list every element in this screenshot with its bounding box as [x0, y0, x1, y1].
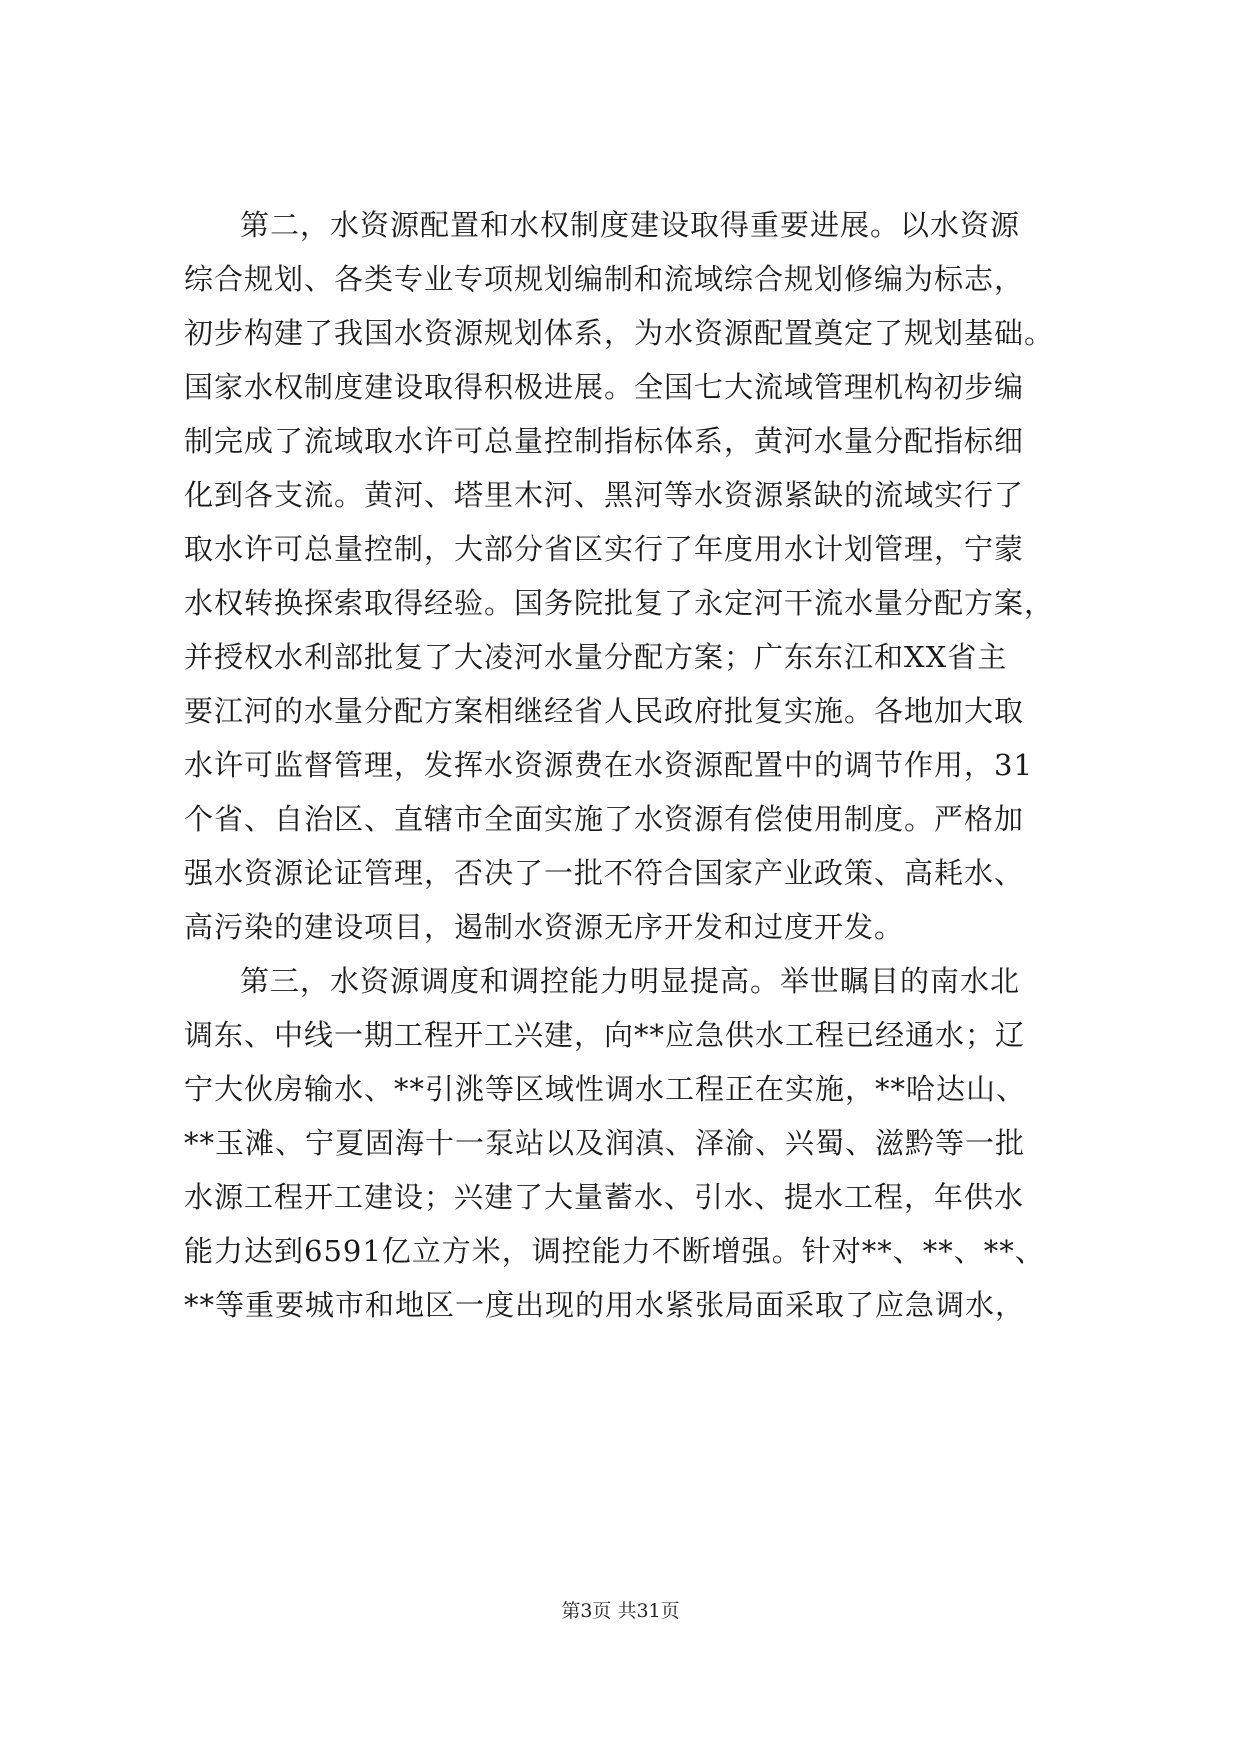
paragraph-2-line-4: **玉滩、宁夏固海十一泵站以及润滇、泽渝、兴蜀、滋黔等一批	[184, 1126, 1026, 1160]
paragraph-2-line-1: 第三，水资源调度和调控能力明显提高。举世瞩目的南水北	[240, 964, 1021, 998]
paragraph-1-line-13: 强水资源论证管理，否决了一批不符合国家产业政策、高耗水、	[184, 856, 1025, 890]
paragraph-1-line-1: 第二，水资源配置和水权制度建设取得重要进展。以水资源	[240, 208, 1021, 242]
paragraph-1-line-3: 初步构建了我国水资源规划体系，为水资源配置奠定了规划基础。	[184, 316, 1055, 350]
paragraph-1-line-6: 化到各支流。黄河、塔里木河、黑河等水资源紧缺的流域实行了	[184, 478, 1025, 512]
paragraph-1-line-10: 要江河的水量分配方案相继经省人民政府批复实施。各地加大取	[184, 694, 1025, 728]
paragraph-1-line-9: 并授权水利部批复了大凌河水量分配方案；广东东江和XX省主	[184, 640, 1008, 674]
paragraph-1-line-2: 综合规划、各类专业专项规划编制和流域综合规划修编为标志，	[184, 262, 1025, 296]
paragraph-2-line-6: 能力达到6591亿立方米，调控能力不断增强。针对**、**、**、	[184, 1234, 1045, 1268]
page-number-label: 第3页 共31页	[561, 1600, 680, 1622]
page-footer	[0, 1596, 1241, 1623]
paragraph-1-line-8: 水权转换探索取得经验。国务院批复了永定河干流水量分配方案，	[184, 586, 1055, 620]
paragraph-1-line-12: 个省、自治区、直辖市全面实施了水资源有偿使用制度。严格加	[184, 802, 1025, 836]
paragraph-1-line-14: 高污染的建设项目，遏制水资源无序开发和过度开发。	[184, 910, 905, 944]
paragraph-2-line-5: 水源工程开工建设；兴建了大量蓄水、引水、提水工程，年供水	[184, 1180, 1025, 1214]
paragraph-1-line-4: 国家水权制度建设取得积极进展。全国七大流域管理机构初步编	[184, 370, 1025, 404]
paragraph-1-line-5: 制完成了流域取水许可总量控制指标体系，黄河水量分配指标细	[184, 424, 1025, 458]
paragraph-1-line-11: 水许可监督管理，发挥水资源费在水资源配置中的调节作用，31	[184, 748, 1033, 782]
paragraph-2-line-3: 宁大伙房输水、**引洮等区域性调水工程正在实施，**哈达山、	[184, 1072, 1027, 1106]
paragraph-2-line-2: 调东、中线一期工程开工兴建，向**应急供水工程已经通水；辽	[184, 1018, 1026, 1052]
paragraph-2-line-7: **等重要城市和地区一度出现的用水紧张局面采取了应急调水，	[184, 1288, 1026, 1322]
paragraph-1-line-7: 取水许可总量控制，大部分省区实行了年度用水计划管理，宁蒙	[184, 532, 1025, 566]
